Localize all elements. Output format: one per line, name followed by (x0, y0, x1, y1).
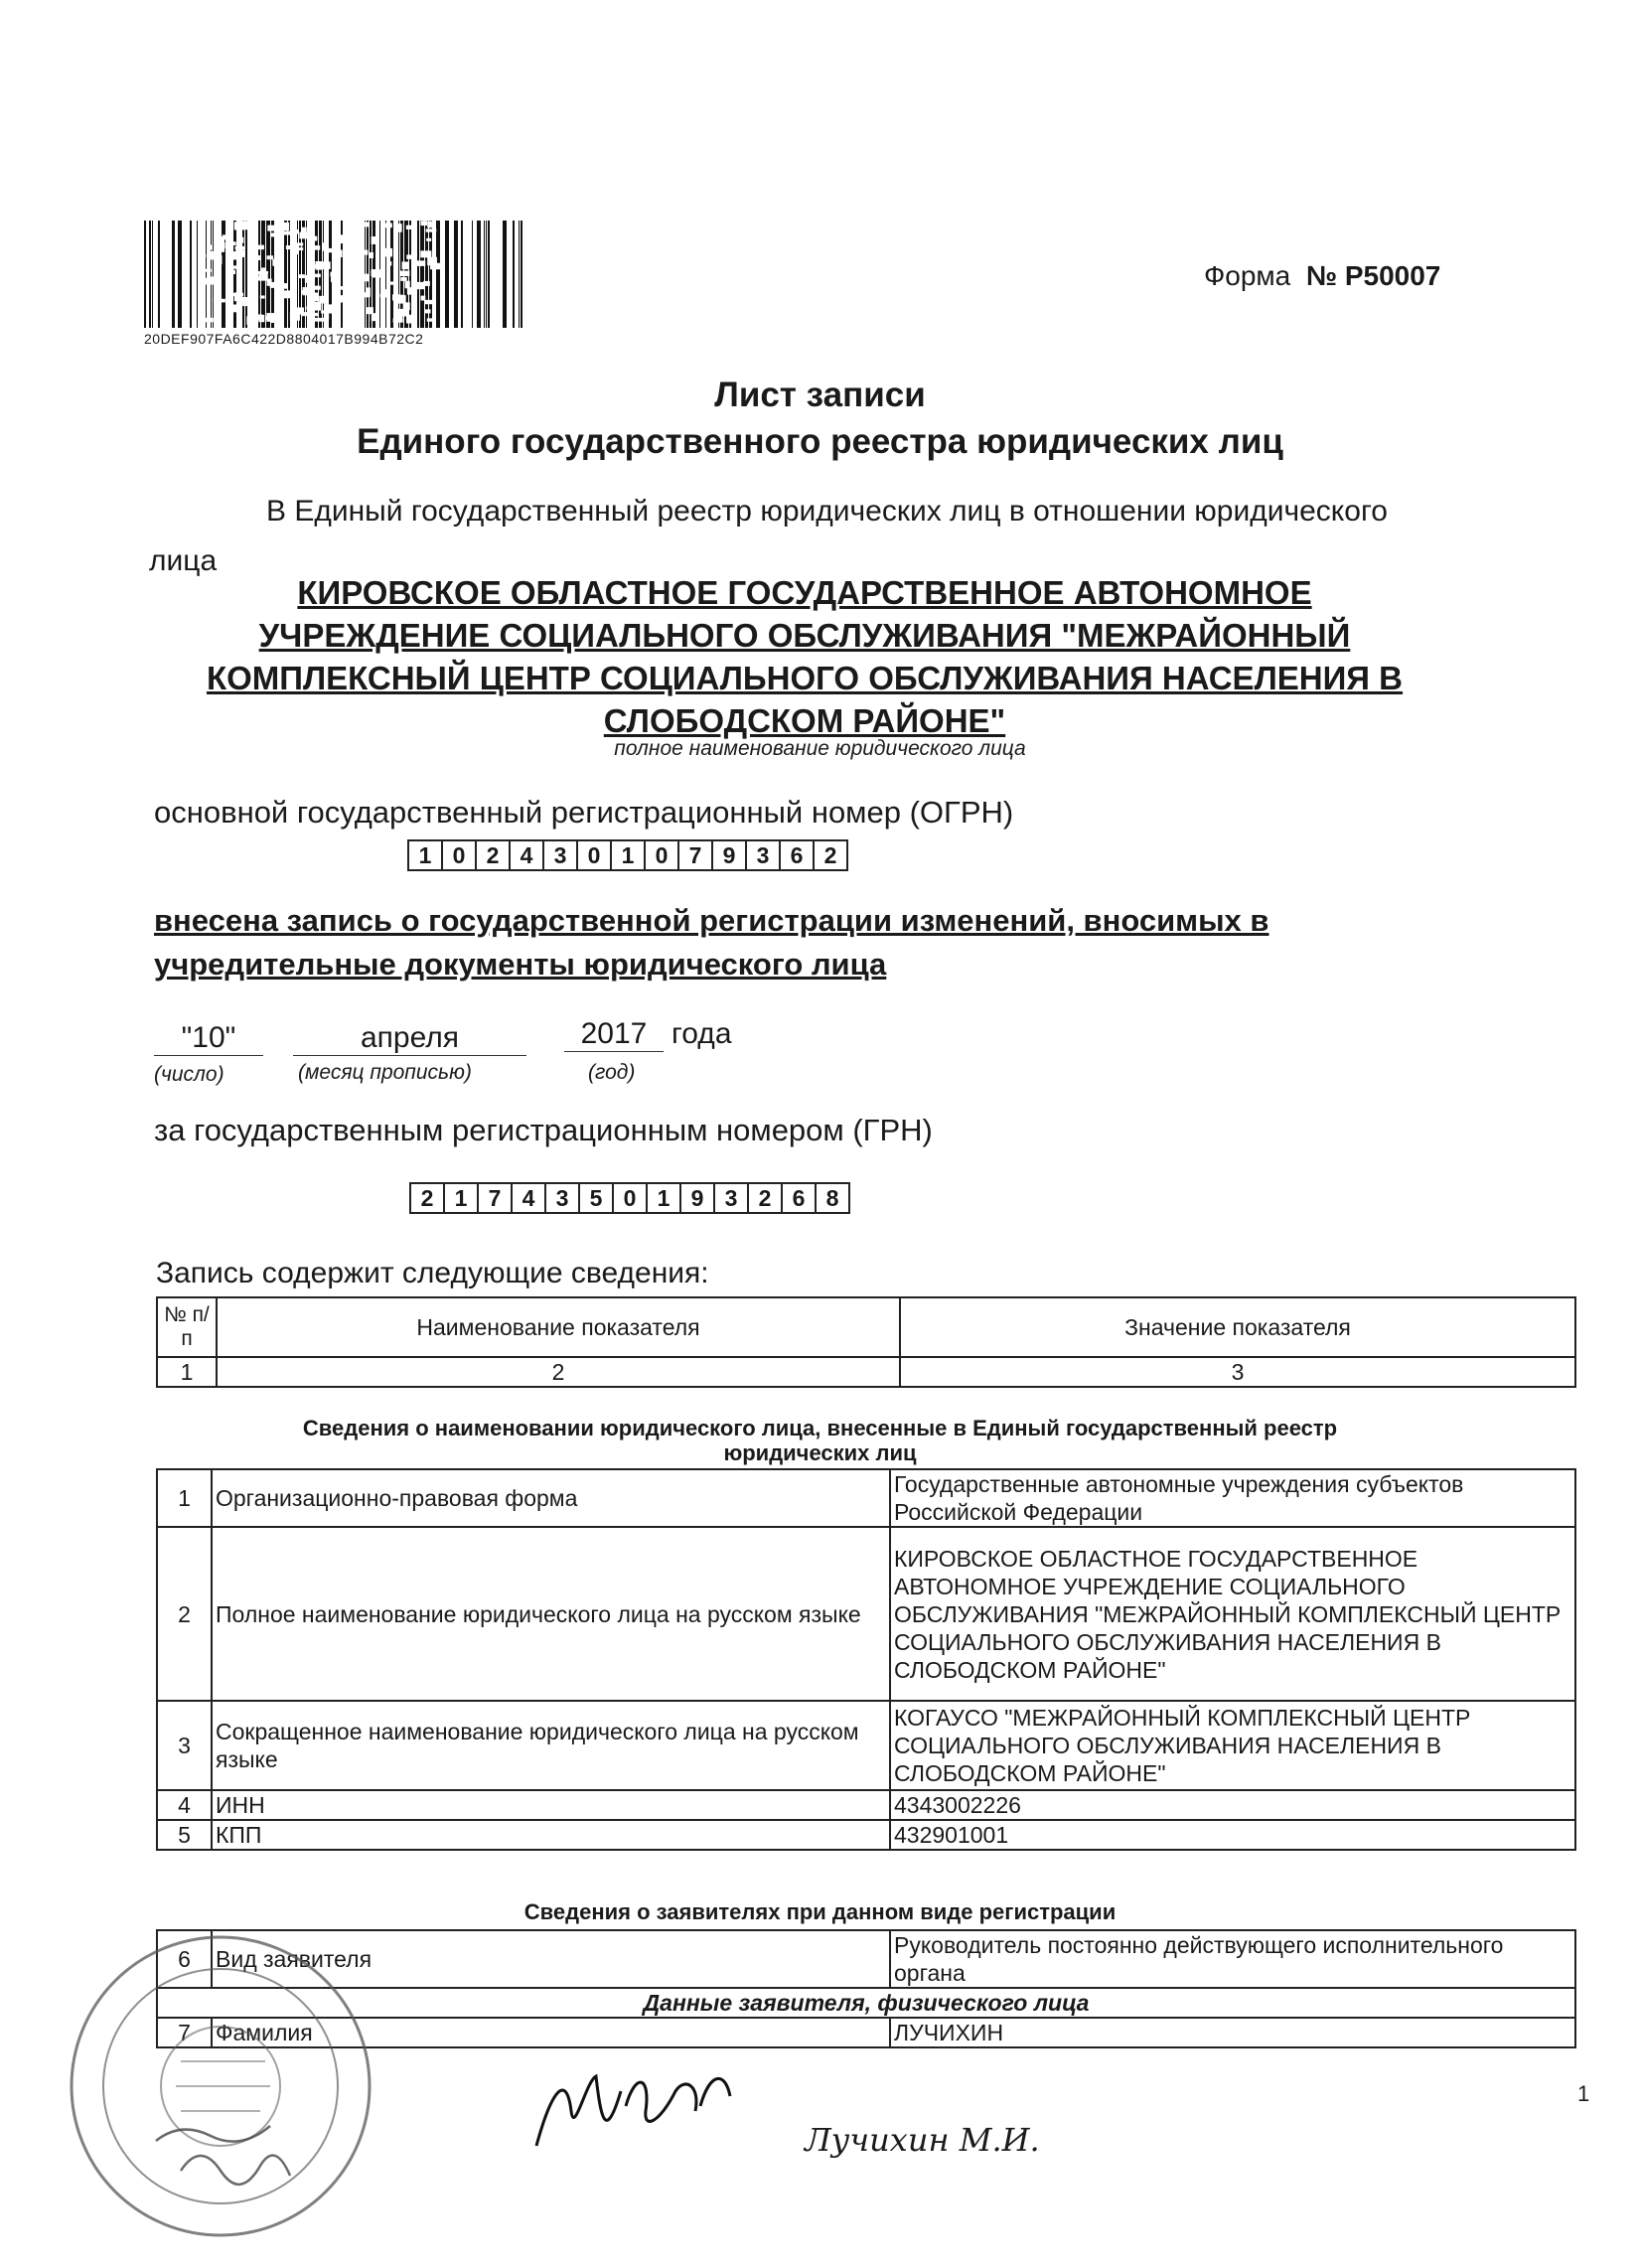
entry-statement (154, 899, 1268, 986)
column-header-value: Значение показателя (900, 1297, 1575, 1357)
handwritten-signature (526, 2051, 765, 2161)
section-name-title-2: юридических лиц (723, 1440, 917, 1465)
entry-line: внесена запись о государственной регистрации изменений, вносимых в (154, 903, 1269, 938)
grn-digit: 8 (825, 1185, 839, 1211)
date-day: "10" (154, 1021, 263, 1056)
column-header-name: Наименование показателя (217, 1297, 900, 1357)
grn-label: за государственным регистрационным номером (ГРН) (154, 1113, 933, 1147)
grn-digit: 0 (614, 1184, 648, 1212)
table-row (157, 1527, 1575, 1701)
grn-digit: 2 (411, 1184, 445, 1212)
row-number: 3 (157, 1701, 212, 1790)
ogrn-digit: 3 (544, 841, 578, 869)
column-number-2: 2 (217, 1357, 900, 1387)
row-number: 6 (157, 1930, 212, 1988)
grn-digit-boxes (409, 1182, 850, 1214)
grn-digit: 3 (546, 1184, 580, 1212)
form-number (1204, 260, 1440, 292)
row-number: 4 (157, 1790, 212, 1820)
barcode-text: 20DEF907FA6C422D8804017B994B72C2 (144, 331, 424, 347)
org-name-line: УЧРЕЖДЕНИЕ СОЦИАЛЬНОГО ОБСЛУЖИВАНИЯ "МЕЖРАЙОННЫЙ (258, 617, 1351, 654)
grn-digit: 2 (749, 1184, 783, 1212)
ogrn-digit: 7 (679, 841, 713, 869)
official-stamp (62, 1927, 379, 2245)
grn-digit: 9 (681, 1184, 715, 1212)
table-row (157, 1790, 1575, 1820)
ogrn-digit: 0 (443, 841, 477, 869)
grn-digit: 7 (479, 1184, 513, 1212)
row-field-name: Вид заявителя (212, 1930, 890, 1988)
table-row (157, 1701, 1575, 1790)
ogrn-label: основной государственный регистрационный номер (ОГРН) (154, 795, 1014, 830)
row-field-value: Государственные автономные учреждения субъектов Российской Федерации (890, 1469, 1575, 1527)
column-number-1: 1 (157, 1357, 217, 1387)
ogrn-digit: 2 (823, 842, 837, 868)
ogrn-digit: 1 (612, 841, 646, 869)
date-month: апреля (293, 1021, 526, 1056)
table-row (157, 1469, 1575, 1527)
intro-line-1: В Единый государственный реестр юридических лиц в отношении юридического (266, 495, 1388, 528)
ogrn-digit: 1 (409, 841, 443, 869)
row-field-value: 432901001 (890, 1820, 1575, 1850)
grn-digit: 3 (715, 1184, 749, 1212)
entry-line: учредительные документы юридического лица (154, 947, 887, 982)
applicant-subheader: Данные заявителя, физического лица (157, 1988, 1575, 2018)
date-day-caption: (число) (154, 1063, 224, 1086)
form-code: № Р50007 (1305, 260, 1441, 291)
row-field-name: ИНН (212, 1790, 890, 1820)
section-applicants-title: Сведения о заявителях при данном виде регистрации (523, 1899, 1117, 1924)
record-contents-label: Запись содержит следующие сведения: (156, 1257, 709, 1289)
ogrn-digit: 0 (578, 841, 612, 869)
ogrn-digit-boxes (407, 839, 848, 871)
row-field-value: ЛУЧИХИН (890, 2018, 1575, 2047)
row-field-value: 4343002226 (890, 1790, 1575, 1820)
org-name-line: КОМПЛЕКСНЫЙ ЦЕНТР СОЦИАЛЬНОГО ОБСЛУЖИВАНИЯ НАСЕЛЕНИЯ В (206, 660, 1404, 696)
ogrn-digit: 2 (477, 841, 511, 869)
row-field-name: Сокращенное наименование юридического лица на русском языке (212, 1701, 890, 1790)
row-field-name: Полное наименование юридического лица на русском языке (212, 1527, 890, 1701)
ogrn-digit: 0 (646, 841, 679, 869)
column-number-3: 3 (900, 1357, 1575, 1387)
grn-digit: 4 (513, 1184, 546, 1212)
grn-digit: 6 (783, 1184, 817, 1212)
row-number: 1 (157, 1469, 212, 1527)
grn-digit: 1 (445, 1184, 479, 1212)
ogrn-digit: 3 (747, 841, 781, 869)
row-field-value: Руководитель постоянно действующего исполнительного органа (890, 1930, 1575, 1988)
signer-name: Лучихин М.И. (805, 2121, 1040, 2159)
row-field-value: КИРОВСКОЕ ОБЛАСТНОЕ ГОСУДАРСТВЕННОЕ АВТОНОМНОЕ УЧРЕЖДЕНИЕ СОЦИАЛЬНОГО ОБСЛУЖИВАНИЯ "МЕЖРАЙОННЫЙ КОМПЛЕКСНЫЙ ЦЕНТР СОЦИАЛЬНОГО ОБСЛУЖИВАНИЯ НАСЕЛЕНИЯ В СЛОБОДСКОМ РАЙОНЕ" (890, 1527, 1575, 1701)
org-name-line: СЛОБОДСКОМ РАЙОНЕ" (603, 702, 1006, 739)
row-field-name: Фамилия (212, 2018, 890, 2047)
ogrn-digit: 6 (781, 841, 815, 869)
row-field-name: Организационно-правовая форма (212, 1469, 890, 1527)
table-row (157, 1820, 1575, 1850)
row-field-name: КПП (212, 1820, 890, 1850)
document-title: Лист записи (714, 376, 926, 414)
row-field-value: КОГАУСО "МЕЖРАЙОННЫЙ КОМПЛЕКСНЫЙ ЦЕНТР СОЦИАЛЬНОГО ОБСЛУЖИВАНИЯ НАСЕЛЕНИЯ В СЛОБОДСКОМ РАЙОНЕ" (890, 1701, 1575, 1790)
column-header-number: № п/п (157, 1297, 217, 1357)
document-subtitle: Единого государственного реестра юридических лиц (357, 422, 1283, 461)
form-label: Форма (1204, 260, 1291, 291)
barcode-image (144, 221, 526, 328)
grn-digit: 5 (580, 1184, 614, 1212)
date-year-suffix: года (671, 1017, 732, 1050)
ogrn-digit: 9 (713, 841, 747, 869)
row-number: 5 (157, 1820, 212, 1850)
section-name-title: Сведения о наименовании юридического лица, внесенные в Единый государственный реестр (302, 1416, 1338, 1440)
row-number: 7 (157, 2018, 212, 2047)
org-name-caption: полное наименование юридического лица (614, 737, 1026, 760)
date-year-caption: (год) (588, 1061, 636, 1084)
record-header-table (156, 1296, 1576, 1388)
date-month-caption: (месяц прописью) (298, 1061, 472, 1084)
ogrn-digit: 4 (511, 841, 544, 869)
grn-digit: 1 (648, 1184, 681, 1212)
date-year: 2017 (564, 1017, 664, 1052)
organization-full-name (149, 571, 1460, 742)
intro-line-2: лица (149, 544, 218, 577)
name-details-table (156, 1468, 1576, 1851)
org-name-line: КИРОВСКОЕ ОБЛАСТНОЕ ГОСУДАРСТВЕННОЕ АВТОНОМНОЕ (297, 574, 1312, 611)
row-number: 2 (157, 1527, 212, 1701)
page-number: 1 (1577, 2081, 1590, 2106)
